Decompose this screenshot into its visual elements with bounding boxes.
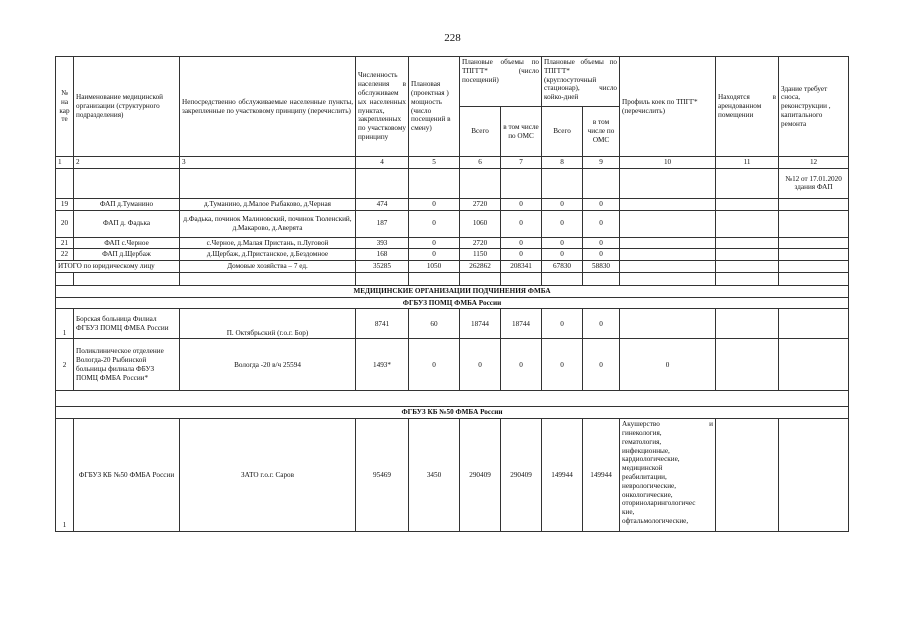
row-hosp-total: 149944 <box>542 419 583 532</box>
row-capacity: 0 <box>409 249 460 261</box>
facilities-table <box>55 56 849 532</box>
row-visits-oms: 0 <box>501 237 542 249</box>
row-hosp-oms: 149944 <box>583 419 620 532</box>
profile-line: гинекология, <box>622 429 662 438</box>
header-served: Непосредственно обслуживаемые населенные пункты, закрепленные по участковому принципу (перечислить) <box>180 57 356 157</box>
row-hosp-total: 0 <box>542 309 583 339</box>
spacer-row <box>56 272 849 285</box>
row-capacity: 0 <box>409 339 460 391</box>
row-hosp-oms: 0 <box>583 210 620 237</box>
row-capacity: 0 <box>409 237 460 249</box>
row-name: ФАП с.Черное <box>74 237 180 249</box>
row-visits-oms: 290409 <box>501 419 542 532</box>
table-row <box>56 309 849 339</box>
profile-line: реабилитации, <box>622 472 667 481</box>
spacer-row <box>56 391 849 407</box>
row-num: 22 <box>56 249 74 261</box>
colnum-11: 11 <box>716 157 779 169</box>
row-served: с.Черное, д.Малая Пристань, п.Луговой <box>180 237 356 249</box>
continuation-row <box>56 168 849 198</box>
row-hosp-oms: 0 <box>583 198 620 210</box>
subsection-header-row <box>56 407 849 419</box>
profile-line: онкологические, <box>622 490 673 499</box>
row-hosp-oms: 0 <box>583 249 620 261</box>
row-name: ФГБУЗ КБ №50 ФМБА России <box>74 419 180 532</box>
profile-line: кардиологические, <box>622 455 680 464</box>
profile-line: медицинской <box>622 464 663 473</box>
colnum-3: 3 <box>180 157 356 169</box>
row-num: 2 <box>56 339 74 391</box>
subsection-pomc-title: ФГБУЗ ПОМЦ ФМБА России <box>56 297 849 309</box>
row-hosp-oms: 0 <box>583 309 620 339</box>
profile-line: Акушерство и <box>622 420 714 429</box>
table-row <box>56 339 849 391</box>
row-visits-oms: 0 <box>501 339 542 391</box>
row-served: д.Щербаж, д.Пристанское, д.Бездомное <box>180 249 356 261</box>
table-row <box>56 237 849 249</box>
subsection-kb50-title: ФГБУЗ КБ №50 ФМБА России <box>56 407 849 419</box>
page-number: 228 <box>444 32 461 44</box>
row-visits-total: 2720 <box>460 198 501 210</box>
colnum-10: 10 <box>620 157 716 169</box>
table-row <box>56 198 849 210</box>
row-population: 168 <box>356 249 409 261</box>
total-population: 35285 <box>356 261 409 273</box>
header-visits-total: Всего <box>460 107 501 157</box>
header-profile: Профиль коек по ТПГГ* (перечислить) <box>620 57 716 157</box>
row-num: 21 <box>56 237 74 249</box>
header-rented: Находятся в арендованном помещении <box>716 57 779 157</box>
subsection-header-row <box>56 297 849 309</box>
row-capacity: 3450 <box>409 419 460 532</box>
row-visits-total: 1060 <box>460 210 501 237</box>
row-hosp-total: 0 <box>542 249 583 261</box>
row-capacity: 0 <box>409 210 460 237</box>
row-profile <box>620 419 716 532</box>
row-visits-oms: 0 <box>501 198 542 210</box>
row-visits-total: 1150 <box>460 249 501 261</box>
header-name: Наименование медицинской организации (структурного подразделения) <box>74 57 180 157</box>
profile-line: кие, <box>622 508 635 517</box>
section-header-row <box>56 285 849 297</box>
header-visits-oms: в том числе по ОМС <box>501 107 542 157</box>
total-row <box>56 261 849 273</box>
header-population: Численность населения в обслуживаем ых населенных пунктах, закрепленных по участковому принципу <box>356 57 409 157</box>
row-name: ФАП д.Щербаж <box>74 249 180 261</box>
row-hosp-total: 0 <box>542 237 583 249</box>
header-hosp-total: Всего <box>542 107 583 157</box>
header-hosp-oms: в том числе по ОМС <box>583 107 620 157</box>
colnum-12: 12 <box>779 157 849 169</box>
row-served: д.Туманино, д.Малое Рыбаково, д.Черная <box>180 198 356 210</box>
row-profile <box>620 309 716 339</box>
profile-line: оториноларингологичес <box>622 499 696 508</box>
header-hosp-group: Плановые объемы по ТПГГТ* (круглосуточный стационар), число койко-дней <box>542 57 620 107</box>
profile-line: неврологические, <box>622 481 677 490</box>
row-name: Борская больница Филиал ФГБУЗ ПОМЦ ФМБА России <box>74 309 180 339</box>
row-population: 95469 <box>356 419 409 532</box>
total-visits-total: 262862 <box>460 261 501 273</box>
row-num: 19 <box>56 198 74 210</box>
row-visits-oms: 0 <box>501 249 542 261</box>
profile-line: офтальмологические, <box>622 516 689 525</box>
header-visits-group: Плановые объемы по ТПГГТ* (число посещений) <box>460 57 542 107</box>
total-label: ИТОГО по юридическому лицу <box>56 261 180 273</box>
row-visits-oms: 0 <box>501 210 542 237</box>
row-capacity: 0 <box>409 198 460 210</box>
row-visits-total: 0 <box>460 339 501 391</box>
colnum-5: 5 <box>409 157 460 169</box>
colnum-6: 6 <box>460 157 501 169</box>
header-capacity: Плановая (проектная ) мощность (число посещений в смену) <box>409 57 460 157</box>
row-population: 393 <box>356 237 409 249</box>
row-visits-oms: 18744 <box>501 309 542 339</box>
profile-line: инфекционные, <box>622 446 670 455</box>
row-served: Вологда -20 в/ч 25594 <box>180 339 356 391</box>
row-hosp-oms: 0 <box>583 237 620 249</box>
table-row <box>56 249 849 261</box>
colnum-9: 9 <box>583 157 620 169</box>
row-visits-total: 18744 <box>460 309 501 339</box>
total-hosp-total: 67830 <box>542 261 583 273</box>
row-hosp-oms: 0 <box>583 339 620 391</box>
table-row <box>56 419 849 532</box>
table-row <box>56 210 849 237</box>
colnum-7: 7 <box>501 157 542 169</box>
colnum-4: 4 <box>356 157 409 169</box>
row-num: 1 <box>56 419 74 532</box>
row-hosp-total: 0 <box>542 339 583 391</box>
row-name: ФАП д.Туманино <box>74 198 180 210</box>
row-name: ФАП д. Фадька <box>74 210 180 237</box>
row-population: 474 <box>356 198 409 210</box>
colnum-1: 1 <box>56 157 74 169</box>
row-profile: 0 <box>620 339 716 391</box>
header-num: № на кар те <box>56 57 74 157</box>
row-capacity: 60 <box>409 309 460 339</box>
row-population: 1493* <box>356 339 409 391</box>
row-visits-total: 290409 <box>460 419 501 532</box>
profile-line: гематология, <box>622 437 662 446</box>
row-served: П. Октябрьский (г.о.г. Бор) <box>180 309 356 339</box>
row-population: 187 <box>356 210 409 237</box>
section-fmba-title: МЕДИЦИНСКИЕ ОРГАНИЗАЦИИ ПОДЧИНЕНИЯ ФМБА <box>56 285 849 297</box>
row-population: 8741 <box>356 309 409 339</box>
column-numbers-row <box>56 157 849 169</box>
row-served: ЗАТО г.о.г. Саров <box>180 419 356 532</box>
colnum-2: 2 <box>74 157 180 169</box>
continuation-note: №12 от 17.01.2020 здания ФАП <box>779 168 849 198</box>
row-num: 1 <box>56 309 74 339</box>
total-hosp-oms: 58830 <box>583 261 620 273</box>
colnum-8: 8 <box>542 157 583 169</box>
header-demolition: Здание требует сноса, реконструкции , капитального ремонта <box>779 57 849 157</box>
total-served: Домовые хозяйства – 7 ед. <box>180 261 356 273</box>
row-served: д.Фадька, починок Малиновский, починок Тюленский, д.Макарово, д.Аверята <box>180 210 356 237</box>
row-name: Поликлиническое отделение Вологда-20 Рыбинской больницы филиала ФБУЗ ПОМЦ ФМБА России* <box>74 339 180 391</box>
total-capacity: 1050 <box>409 261 460 273</box>
row-visits-total: 2720 <box>460 237 501 249</box>
row-hosp-total: 0 <box>542 198 583 210</box>
total-visits-oms: 208341 <box>501 261 542 273</box>
row-num: 20 <box>56 210 74 237</box>
row-hosp-total: 0 <box>542 210 583 237</box>
